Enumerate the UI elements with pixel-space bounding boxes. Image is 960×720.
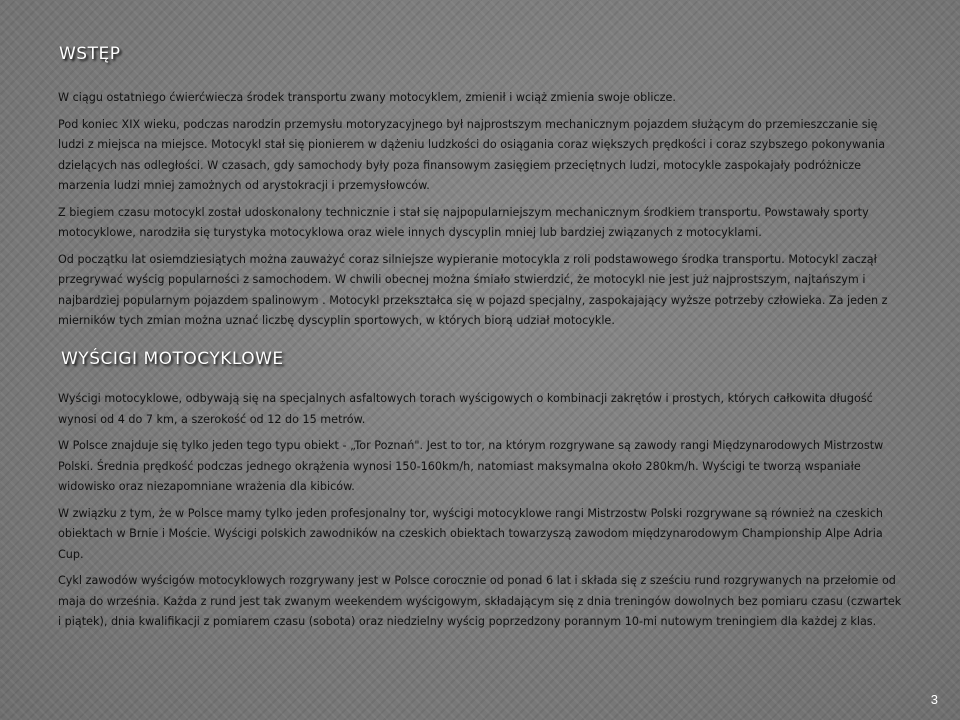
intro-paragraph: Od początku lat osiemdziesiątych można zauważyć coraz silniejsze wypieranie motocykla z roli podstawowego środka transportu. Motocykl zaczął przegrywać wyścig popularności z samochodem. W chwili obecnej można śmiało stwierdzić, że motocykl nie jest już najprostszym, najtańszym i najbardziej popularnym pojazdem spalinowym . Motocykl przekształca się w pojazd specjalny, zaspokajający wyższe potrzeby człowieka. Za jeden z mierników tych zmian można uznać liczbę dyscyplin sportowych, w których biorą udział motocykle. [58, 252, 888, 327]
racing-paragraph: Wyścigi motocyklowe, odbywają się na specjalnych asfaltowych torach wyścigowych o kombinacji zakrętów i prostych, których całkowita długość wynosi od 4 do 7 km, a szerokość od 12 do 15 metrów. [58, 392, 873, 426]
intro-paragraph: Pod koniec XIX wieku, podczas narodzin przemysłu motoryzacyjnego był najprostszym mechanicznym pojazdem służącym do przemieszczanie się ludzi z miejsca na miejsce. Motocykl stał się pionierem w dążeniu ludzkości do osiągania coraz większych prędkości i coraz szybszego pokonywania dzielących nas odległości. W czasach, gdy samochody były poza finansowym zasięgiem przeciętnych ludzi, motocykle zaspokajały podróżnicze marzenia ludzi mniej zamożnych od arystokracji i przemysłowców. [58, 117, 886, 192]
racing-paragraph: W związku z tym, że w Polsce mamy tylko jeden profesjonalny tor, wyścigi motocyklowe rangi Mistrzostw Polski rozgrywane są również na czeskich obiektach w Brnie i Moście. Wyścigi polskich zawodników na czeskich obiektach towarzyszą zawodom międzynarodowym Championship Alpe Adria Cup. [58, 506, 883, 561]
intro-paragraph: W ciągu ostatniego ćwierćwiecza środek transportu zwany motocyklem, zmienił i wciąż zmienia swoje oblicze. [58, 91, 676, 104]
racing-paragraph: W Polsce znajduje się tylko jeden tego typu obiekt - „Tor Poznań". Jest to tor, na którym rozgrywane są zawody rangi Międzynarodowych Mistrzostw Polski. Średnia prędkość podczas jednego okrążenia wynosi 150-160km/h, natomiast maksymalna około 280km/h. Wyścigi te tworzą wspaniałe widowisko oraz niezapomniane wrażenia dla kibiców. [58, 439, 884, 493]
intro-paragraph: Z biegiem czasu motocykl został udoskonalony technicznie i stał się najpopularniejszym mechanicznym środkiem transportu. Powstawały sporty motocyklowe, narodziła się turystyka motocyklowa oraz wiele innych dyscyplin mniej lub bardziej związanych z motocyklami. [58, 205, 869, 239]
racing-paragraph: Cykl zawodów wyścigów motocyklowych rozgrywany jest w Polsce corocznie od ponad 6 lat i składa się z sześciu rund rozgrywanych na przełomie od maja do września. Każda z rund jest tak zwanym weekendem wyścigowym, składającym się z dnia treningów dowolnych bez pomiaru czasu (czwartek i piątek), dnia kwalifikacji z pomiarem czasu (sobota) oraz niedzielny wyścig poprzedzony porannym 10-mi nutowym treningiem dla każdej z klas. [58, 574, 902, 628]
intro-text-block [58, 88, 902, 332]
racing-text-block [58, 389, 906, 633]
section-title-wyscigi: WYŚCIGI MOTOCYKLOWE [61, 349, 284, 369]
section-title-wstep: WSTĘP [59, 44, 121, 64]
page-number: 3 [930, 692, 938, 707]
